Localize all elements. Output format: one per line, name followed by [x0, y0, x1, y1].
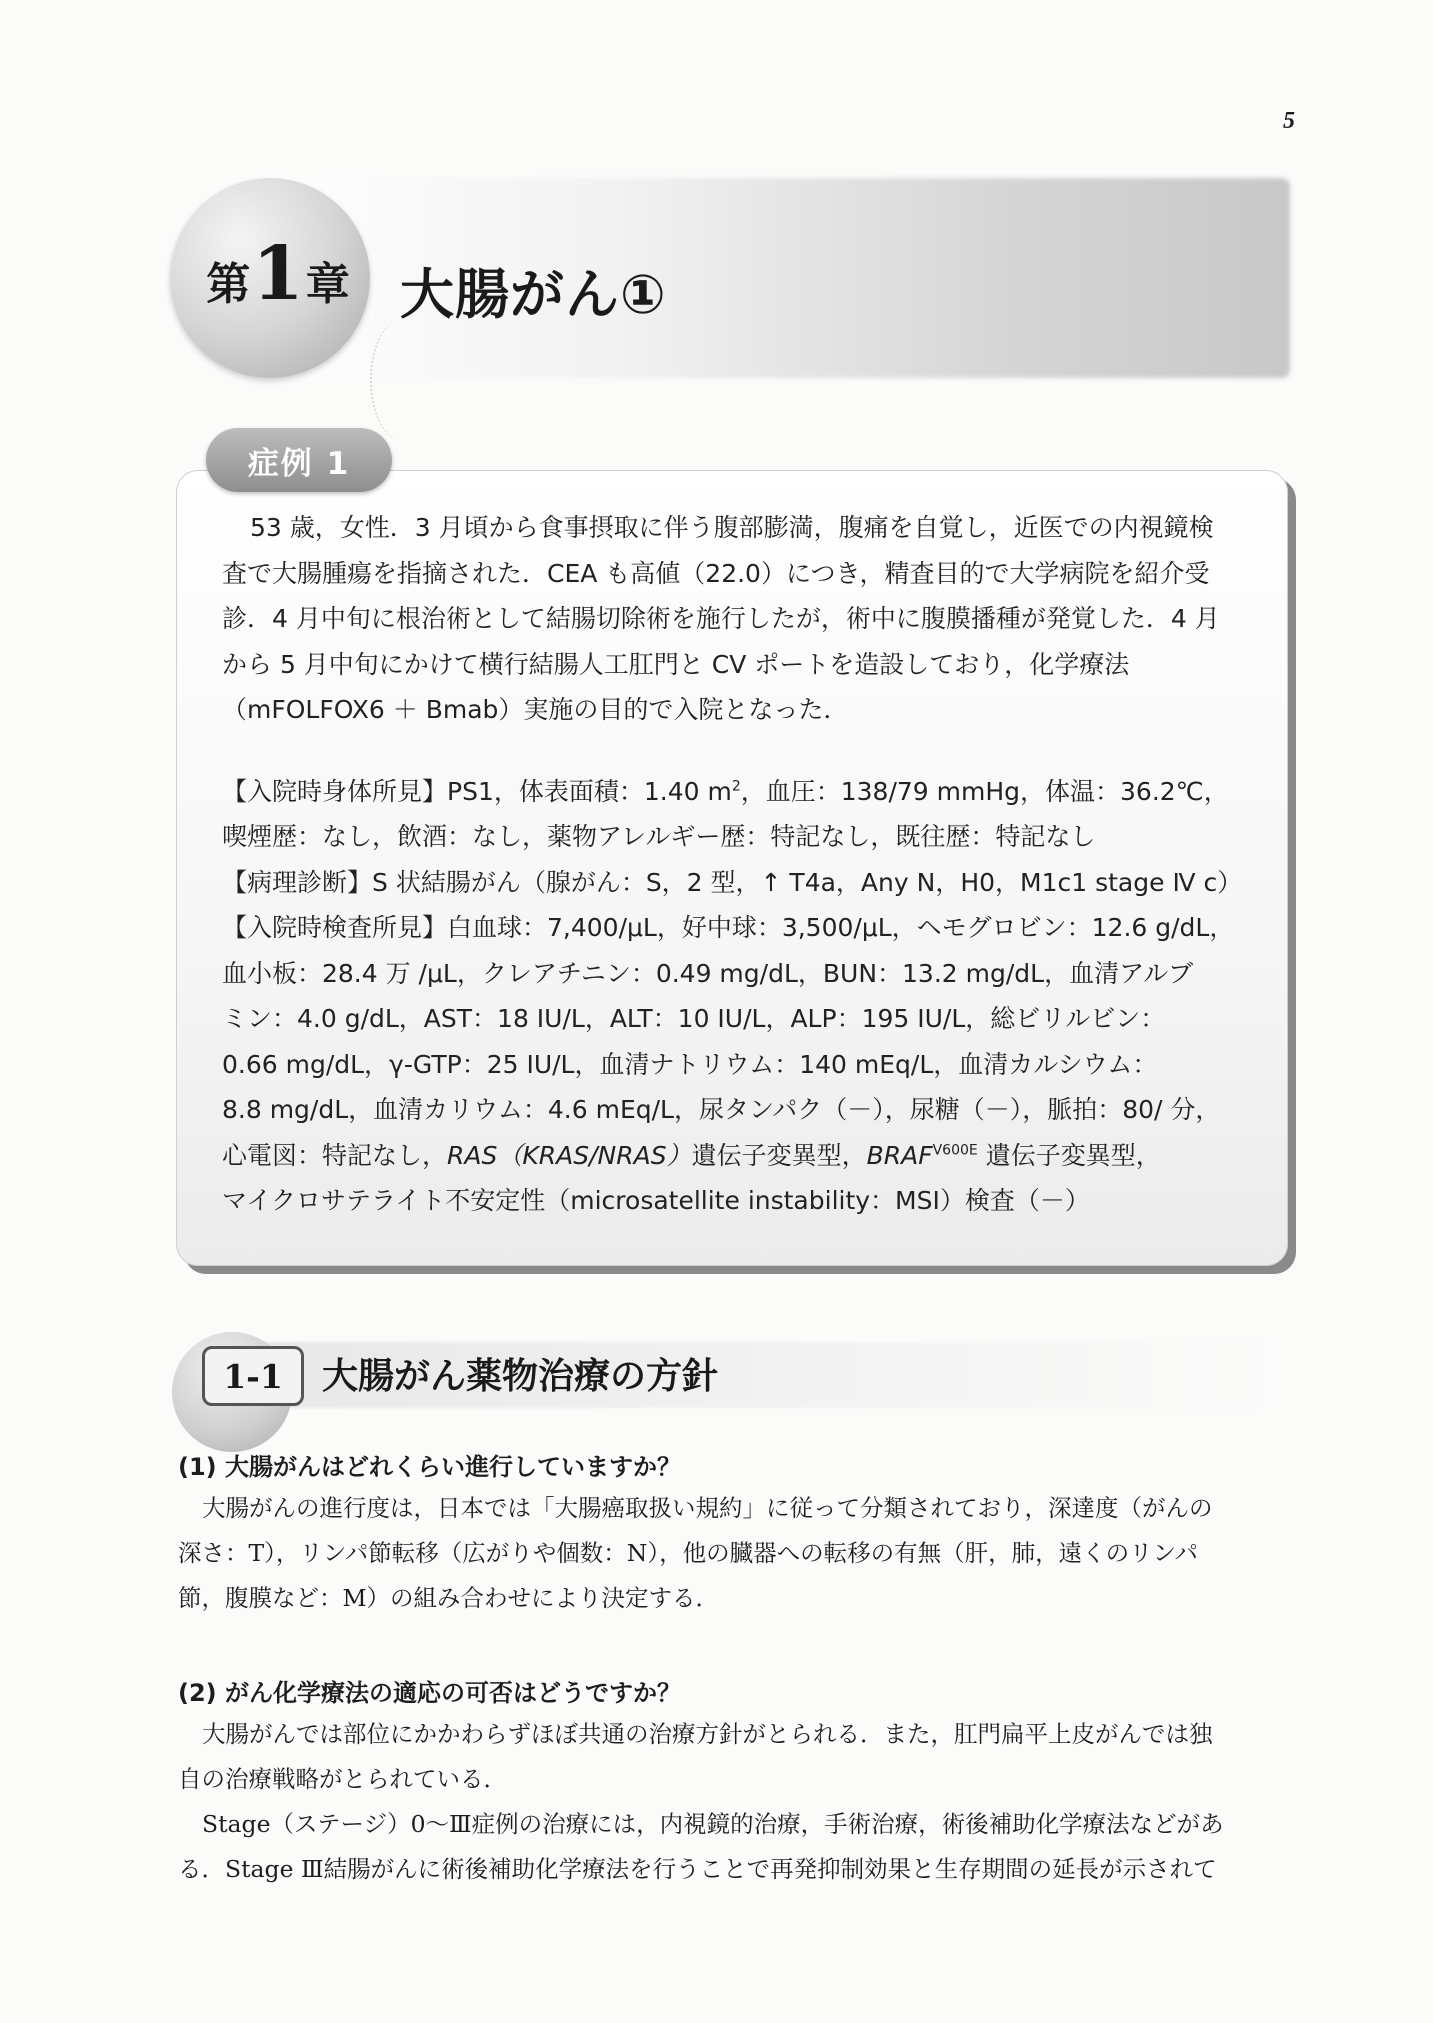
lab-line: 0.66 mg/dL，γ-GTP：25 IU/L，血清ナトリウム：140 mEq/L，血清カルシウム： [222, 1049, 1158, 1079]
decorative-dots [370, 320, 432, 440]
lab-line [222, 1133, 1262, 1179]
case-line: 53 歳，女性．3 月頃から食事摂取に伴う腹部膨満，腹痛を自覚し，近医での内視鏡検 [250, 513, 1214, 542]
page-number: 5 [1283, 108, 1295, 134]
exam-line [222, 769, 1262, 815]
exam-superscript: 2 [731, 778, 741, 795]
section-title: 大腸がん薬物治療の方針 [322, 1356, 719, 1397]
body-line: Stage（ステージ）0～Ⅲ症例の治療には，内視鏡的治療，手術治療，術後補助化学療法などがあ [202, 1810, 1224, 1838]
chapter-label-prefix: 第 [206, 259, 251, 310]
lab-line: 血小板：28.4 万 /μL，クレアチニン：0.49 mg/dL，BUN：13.2 mg/dL，血清アルブ [222, 958, 1194, 988]
gene-braf: BRAF [866, 1140, 933, 1170]
chapter-title: 大腸がん① [400, 263, 667, 326]
lab-line: 【入院時検査所見】白血球：7,400/μL，好中球：3,500/μL，ヘモグロビン：12.6 g/dL， [222, 913, 1235, 942]
lab-text: 遺伝子変異型， [977, 1140, 1161, 1170]
case-description [222, 505, 1262, 1224]
case-line: 査で大腸腫瘍を指摘された．CEA も高値（22.0）につき，精査目的で大学病院を紹介受 [222, 558, 1210, 588]
lab-line: マイクロサテライト不安定性（microsatellite instability：MSI）検査（－） [222, 1186, 1090, 1215]
exam-text: ，血圧：138/79 mmHg，体温：36.2℃， [740, 776, 1229, 806]
body-line: 深さ：T），リンパ節転移（広がりや個数：N），他の臓器への転移の有無（肝，肺，遠くのリンパ [178, 1539, 1198, 1567]
case-tab-label: 症例 1 [206, 428, 392, 492]
body-line: る．Stage Ⅲ結腸がんに術後補助化学療法を行うことで再発抑制効果と生存期間の延長が示されて [178, 1855, 1217, 1883]
gene-braf-variant: V600E [932, 1142, 978, 1159]
exam-text: 【入院時身体所見】PS1，体表面積：1.40 m [222, 776, 732, 806]
body-line: 大腸がんでは部位にかかわらずほぼ共通の治療方針がとられる．また，肛門扁平上皮がんでは独 [202, 1720, 1213, 1748]
lab-text: 遺伝子変異型， [691, 1140, 867, 1170]
body-line: 節，腹膜など：M）の組み合わせにより決定する． [178, 1584, 720, 1612]
case-line: 診．4 月中旬に根治術として結腸切除術を施行したが，術中に腹膜播種が発覚した．4 月 [222, 604, 1220, 633]
case-line: （mFOLFOX6 ＋ Bmab）実施の目的で入院となった． [222, 695, 849, 724]
gene-ras: RAS（KRAS/NRAS） [447, 1140, 692, 1170]
exam-line: 喫煙歴：なし，飲酒：なし，薬物アレルギー歴：特記なし，既往歴：特記なし [222, 822, 1096, 851]
case-line: から 5 月中旬にかけて横行結腸人工肛門と CV ポートを造設しており，化学療法 [222, 649, 1130, 679]
chapter-label [188, 231, 368, 324]
question-heading-2: (2) がん化学療法の適応の可否はどうですか？ [178, 1679, 681, 1707]
body-line: 大腸がんの進行度は，日本では「大腸癌取扱い規約」に従って分類されており，深達度（がんの [202, 1494, 1213, 1522]
pathology-line: 【病理診断】S 状結腸がん（腺がん：S，2 型，↑ T4a，Any N，H0，M1c1 stage Ⅳ c） [222, 867, 1243, 897]
lab-line: ミン：4.0 g/dL，AST：18 IU/L，ALT：10 IU/L，ALP：195 IU/L，総ビリルビン： [222, 1004, 1166, 1033]
chapter-number: 1 [252, 231, 304, 317]
section-number-badge: 1-1 [202, 1346, 304, 1406]
lab-text: 心電図：特記なし， [222, 1140, 448, 1170]
body-line: 自の治療戦略がとられている． [178, 1765, 507, 1793]
answer-text-2 [178, 1712, 1296, 1892]
chapter-label-suffix: 章 [305, 259, 350, 310]
lab-line: 8.8 mg/dL，血清カリウム：4.6 mEq/L，尿タンパク（－），尿糖（－），脈拍：80/ 分， [222, 1095, 1221, 1124]
question-heading-1: (1) 大腸がんはどれくらい進行していますか？ [178, 1453, 681, 1481]
answer-text-1 [178, 1486, 1296, 1621]
